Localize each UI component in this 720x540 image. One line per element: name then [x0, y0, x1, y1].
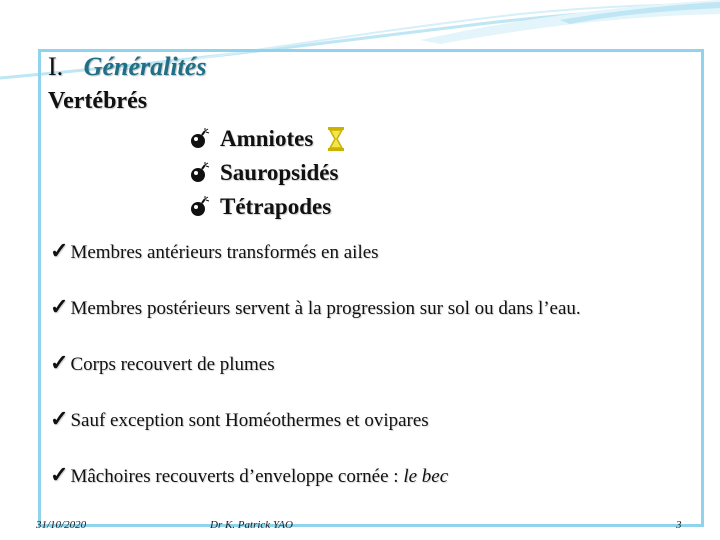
heading-number: I.: [48, 52, 64, 81]
list-item: [50, 352, 581, 408]
check-icon: ✓: [50, 350, 69, 375]
taxon-item: [188, 122, 345, 156]
taxon-label: Tétrapodes: [220, 194, 332, 219]
bomb-icon: [188, 128, 210, 150]
footer-date: 31/10/2020: [36, 519, 87, 531]
list-item-text: Membres antérieurs transformés en ailes: [70, 242, 379, 263]
check-icon: ✓: [50, 238, 69, 263]
taxon-item: [188, 190, 345, 224]
bullet-list: [50, 240, 581, 520]
list-item-text: Sauf exception sont Homéothermes et ovipares: [70, 410, 429, 431]
bomb-icon: [188, 196, 210, 218]
list-item-text: Corps recouvert de plumes: [70, 354, 275, 375]
check-icon: ✓: [50, 462, 69, 487]
list-item-text-main: Mâchoires recouverts d’enveloppe cornée :: [70, 466, 404, 487]
list-item: [50, 464, 581, 520]
list-item-text: Membres postérieurs servent à la progression sur sol ou dans l’eau.: [70, 298, 581, 319]
subheading: Vertébrés: [48, 88, 148, 114]
check-icon: ✓: [50, 406, 69, 431]
hourglass-icon: [327, 126, 345, 152]
footer-page-number: 3: [676, 519, 682, 531]
bomb-icon: [188, 162, 210, 184]
taxon-item: [188, 156, 345, 190]
slide-heading: [48, 52, 206, 82]
list-item: [50, 240, 581, 296]
list-item: [50, 408, 581, 464]
taxa-list: [188, 122, 345, 224]
heading-title: Généralités: [83, 52, 207, 81]
list-item: [50, 296, 581, 352]
list-item-text: [70, 464, 448, 488]
list-item-emphasis: le bec: [403, 466, 449, 487]
taxon-label: Sauropsidés: [220, 160, 339, 185]
check-icon: ✓: [50, 294, 69, 319]
taxon-label: Amniotes: [220, 126, 314, 151]
footer-author: Dr K. Patrick YAO: [210, 519, 293, 531]
